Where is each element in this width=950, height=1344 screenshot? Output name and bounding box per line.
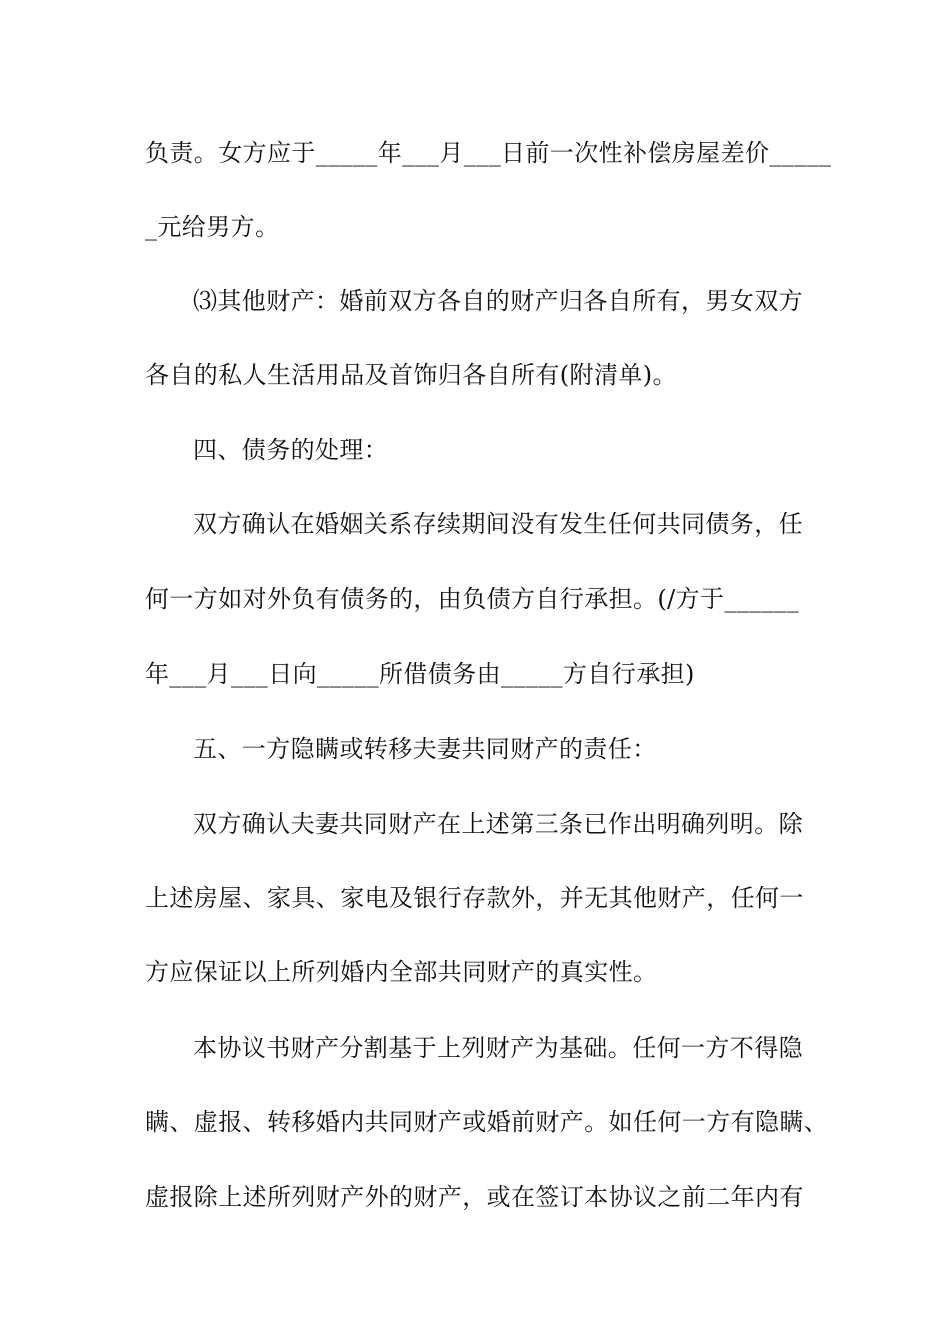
- text-line-15: 虚报除上述所列财产外的财产，或在签订本协议之前二年内有: [145, 1183, 804, 1211]
- text-line-7: 何一方如对外负有债务的，由负债方自行承担。(/方于______: [145, 585, 799, 613]
- text-line-1: 负责。女方应于_____年___月___日前一次性补偿房屋差价_____: [145, 139, 832, 167]
- paragraph-joint-property: 双方确认夫妻共同财产在上述第三条已作出明确列明。除: [193, 810, 803, 838]
- paragraph-property-division: 本协议书财产分割基于上列财产为基础。任何一方不得隐: [193, 1034, 803, 1062]
- section-heading-concealment: 五、一方隐瞒或转移夫妻共同财产的责任：: [193, 735, 657, 763]
- text-line-12: 方应保证以上所列婚内全部共同财产的真实性。: [145, 958, 658, 986]
- text-line-8: 年___月___日向_____所借债务由_____方自行承担): [145, 660, 695, 688]
- section-heading-debts: 四、债务的处理：: [193, 436, 389, 464]
- text-line-4: 各自的私人生活用品及首饰归各自所有(附清单)。: [145, 361, 677, 389]
- paragraph-other-property: ⑶其他财产：婚前双方各自的财产归各自所有，男女双方: [193, 287, 803, 315]
- text-line-14: 瞒、虚报、转移婚内共同财产或婚前财产。如任何一方有隐瞒、: [145, 1108, 829, 1136]
- paragraph-debts: 双方确认在婚姻关系存续期间没有发生任何共同债务，任: [193, 510, 803, 538]
- text-line-11: 上述房屋、家具、家电及银行存款外，并无其他财产，任何一: [145, 884, 804, 912]
- text-line-2: _元给男方。: [145, 213, 280, 241]
